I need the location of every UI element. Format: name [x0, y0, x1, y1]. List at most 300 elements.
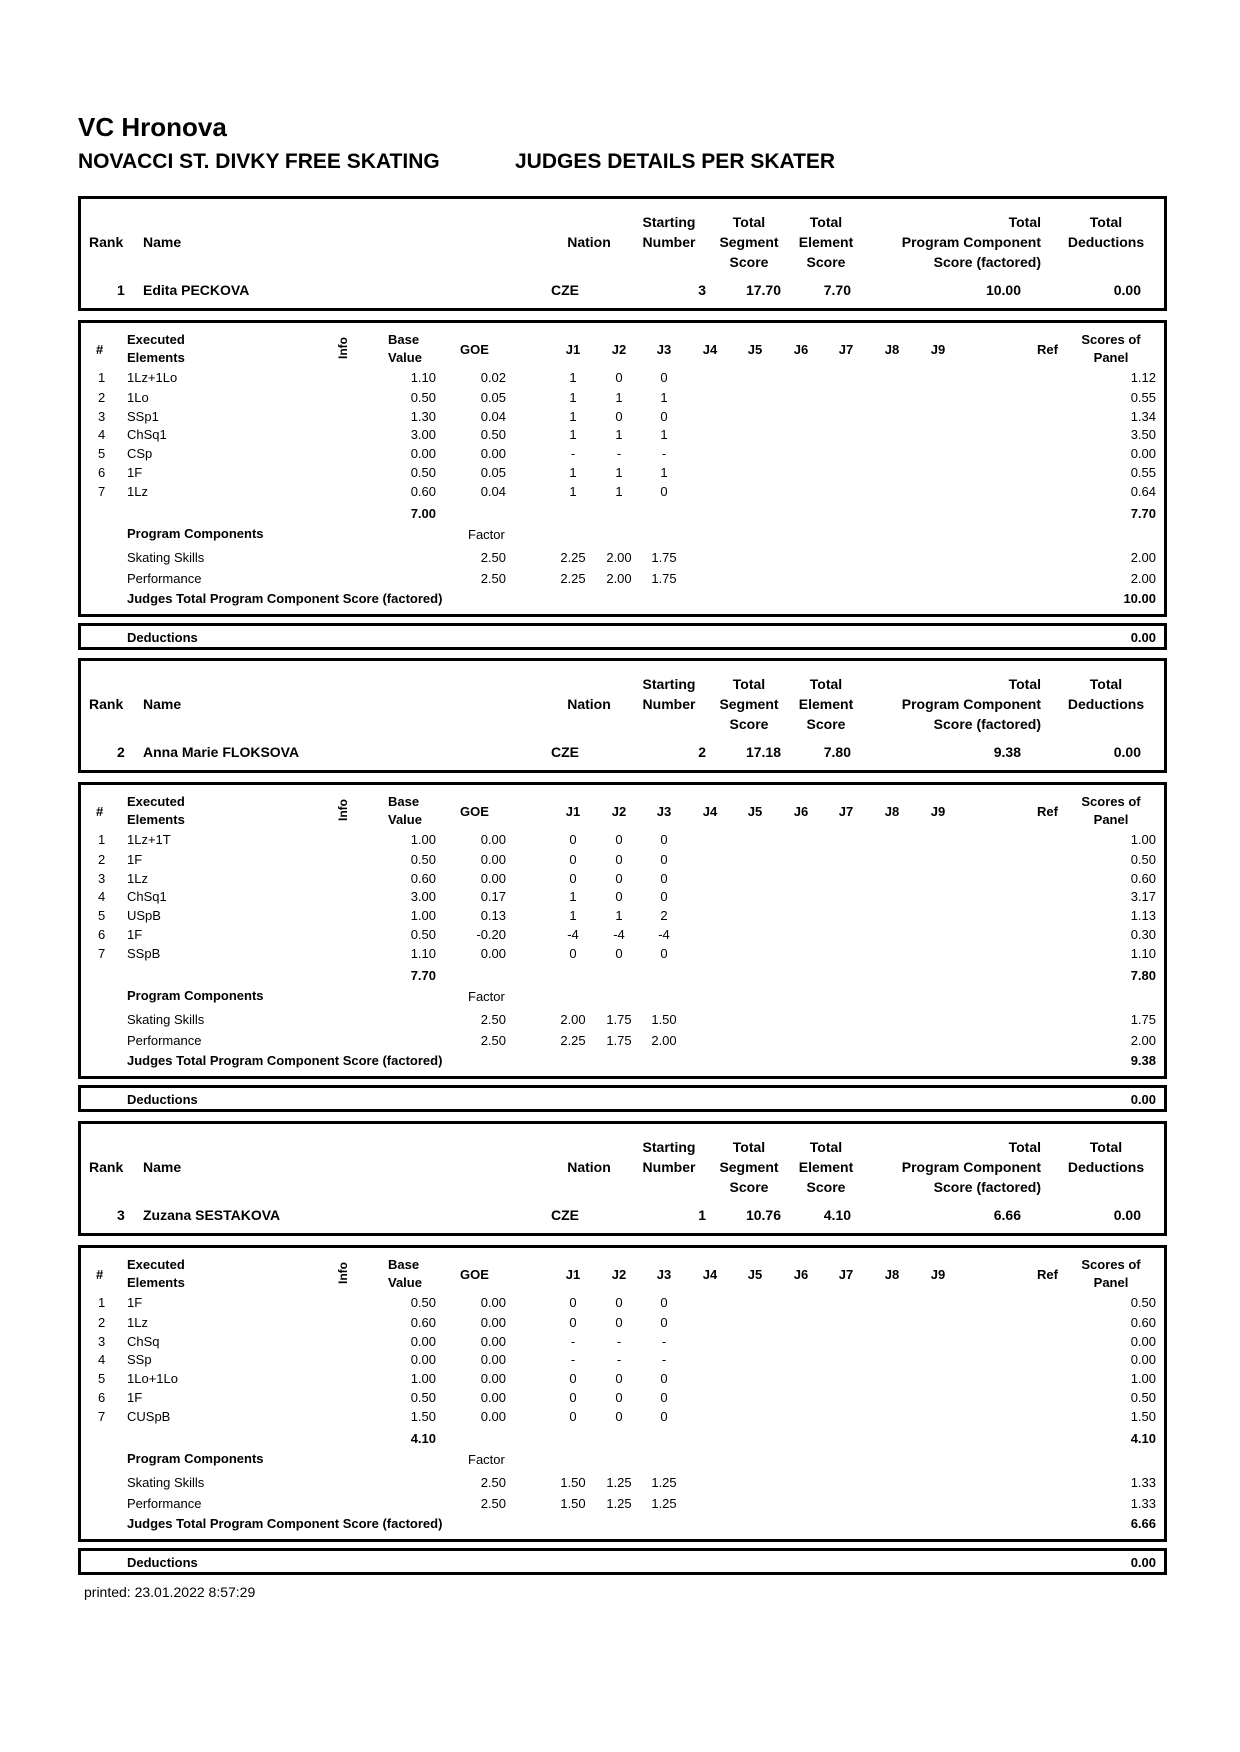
- elements-total: 4.10: [1130, 1431, 1156, 1446]
- element-code: 1F: [127, 852, 143, 867]
- header-total-deductions: Deductions: [1067, 696, 1145, 712]
- element-judge-score: 0: [660, 1409, 668, 1424]
- header-starting-number: Starting: [642, 676, 696, 692]
- header-nation: Nation: [567, 696, 611, 712]
- element-judge-score: 1: [569, 484, 577, 499]
- component-judge-score: 2.25: [560, 550, 586, 565]
- element-goe: 0.17: [480, 889, 506, 904]
- skater-total-deductions: 0.00: [1113, 282, 1141, 298]
- skater-nation: CZE: [551, 744, 579, 760]
- header-total-deductions: Deductions: [1067, 234, 1145, 250]
- header-info: Info: [336, 799, 350, 821]
- element-judge-score: -: [616, 1352, 622, 1367]
- header-total-program-component: Total: [1008, 1139, 1041, 1155]
- element-judge-score: -: [616, 446, 622, 461]
- skater-elements-box: [78, 320, 1167, 617]
- element-judge-score: 1: [660, 465, 668, 480]
- element-judge-score: 0: [660, 1315, 668, 1330]
- element-panel-score: 1.00: [1130, 1371, 1156, 1386]
- element-judge-score: -: [570, 1334, 576, 1349]
- header-panel: Panel: [1093, 350, 1129, 365]
- element-number: 3: [98, 871, 106, 886]
- element-judge-score: 0: [615, 370, 623, 385]
- element-goe: 0.00: [480, 1390, 506, 1405]
- element-judge-score: 1: [569, 390, 577, 405]
- skater-total-deductions: 0.00: [1113, 744, 1141, 760]
- header-executed: Executed: [127, 794, 185, 809]
- header-total-deductions: Deductions: [1067, 1159, 1145, 1175]
- skater-summary-box: [78, 196, 1167, 311]
- element-base-value: 1.50: [410, 1409, 436, 1424]
- element-code: 1Lz+1Lo: [127, 370, 178, 385]
- component-panel-score: 2.00: [1130, 1033, 1156, 1048]
- component-panel-score: 1.33: [1130, 1475, 1156, 1490]
- element-judge-score: -: [661, 446, 667, 461]
- element-goe: 0.00: [480, 446, 506, 461]
- header-total-element-score: Score: [806, 1179, 846, 1195]
- element-code: ChSq1: [127, 427, 167, 442]
- header-total-program-component: Score (factored): [933, 1179, 1041, 1195]
- header-ref: Ref: [1037, 804, 1058, 819]
- element-judge-score: 1: [569, 465, 577, 480]
- header-starting-number: Number: [642, 234, 696, 250]
- element-base-value: 3.00: [410, 889, 436, 904]
- skater-total-segment-score: 10.76: [745, 1207, 781, 1223]
- element-panel-score: 1.50: [1130, 1409, 1156, 1424]
- element-base-value: 1.30: [410, 409, 436, 424]
- element-judge-score: 1: [660, 390, 668, 405]
- header-total-program-component: Score (factored): [933, 716, 1041, 732]
- element-judge-score: 0: [660, 1371, 668, 1386]
- header-total-program-component: Program Component: [901, 696, 1041, 712]
- header-judge-9: J9: [930, 1267, 946, 1282]
- header-total-deductions: Total: [1089, 214, 1123, 230]
- header-judge-9: J9: [930, 804, 946, 819]
- element-panel-score: 0.60: [1130, 1315, 1156, 1330]
- element-judge-score: -: [616, 1334, 622, 1349]
- element-judge-score: 0: [569, 1390, 577, 1405]
- element-judge-score: 0: [660, 1390, 668, 1405]
- element-code: 1Lz: [127, 1315, 148, 1330]
- skater-deductions-box: [78, 1548, 1167, 1575]
- header-judge-1: J1: [565, 1267, 581, 1282]
- header-scores-of: Scores of: [1081, 794, 1141, 809]
- element-judge-score: 1: [569, 427, 577, 442]
- element-goe: -0.20: [476, 927, 506, 942]
- header-total-segment-score: Score: [729, 716, 769, 732]
- header-starting-number: Number: [642, 696, 696, 712]
- element-base-value: 0.60: [410, 871, 436, 886]
- element-goe: 0.00: [480, 1295, 506, 1310]
- element-base-value: 0.50: [410, 927, 436, 942]
- event-title: VC Hronova: [78, 112, 227, 142]
- component-panel-score: 1.33: [1130, 1496, 1156, 1511]
- element-judge-score: 0: [569, 1295, 577, 1310]
- header-judge-4: J4: [702, 804, 718, 819]
- skater-total-pcs: 9.38: [993, 744, 1021, 760]
- component-factor: 2.50: [480, 1033, 506, 1048]
- header-panel: Panel: [1093, 812, 1129, 827]
- component-judge-score: 1.50: [651, 1012, 677, 1027]
- element-judge-score: 1: [660, 427, 668, 442]
- element-base-value: 0.50: [410, 1390, 436, 1405]
- element-base-value: 0.50: [410, 1295, 436, 1310]
- header-total-element-score: Element: [798, 234, 854, 250]
- component-name: Skating Skills: [127, 1012, 205, 1027]
- program-components-label: Program Components: [127, 1451, 264, 1466]
- element-judge-score: 0: [660, 409, 668, 424]
- deductions-value: 0.00: [1130, 1555, 1156, 1570]
- header-executed: Executed: [127, 1257, 185, 1272]
- header-info: Info: [336, 1262, 350, 1284]
- header-elements: Elements: [127, 1275, 185, 1290]
- element-number: 3: [98, 409, 106, 424]
- element-number: 6: [98, 465, 106, 480]
- deductions-value: 0.00: [1130, 1092, 1156, 1107]
- element-number: 1: [98, 832, 106, 847]
- element-goe: 0.00: [480, 1371, 506, 1386]
- element-number: 5: [98, 1371, 106, 1386]
- header-starting-number: Starting: [642, 214, 696, 230]
- element-judge-score: 0: [569, 1409, 577, 1424]
- element-base-value: 0.60: [410, 1315, 436, 1330]
- component-judge-score: 2.00: [606, 550, 632, 565]
- header-judge-6: J6: [793, 804, 809, 819]
- header-judge-2: J2: [611, 342, 627, 357]
- header-judge-5: J5: [747, 342, 763, 357]
- skater-nation: CZE: [551, 282, 579, 298]
- judges-total-pcs-value: 10.00: [1123, 591, 1156, 606]
- element-number: 3: [98, 1334, 106, 1349]
- element-judge-score: 0: [615, 1409, 623, 1424]
- skater-starting-number: 2: [698, 744, 706, 760]
- element-base-value: 1.00: [410, 832, 436, 847]
- header-judge-2: J2: [611, 1267, 627, 1282]
- header-total-program-component: Total: [1008, 676, 1041, 692]
- header-elements: Elements: [127, 812, 185, 827]
- header-total-segment-score: Total: [732, 214, 766, 230]
- element-panel-score: 1.12: [1130, 370, 1156, 385]
- deductions-value: 0.00: [1130, 630, 1156, 645]
- header-judge-4: J4: [702, 342, 718, 357]
- header-rank: Rank: [89, 696, 124, 712]
- element-judge-score: 0: [660, 871, 668, 886]
- component-factor: 2.50: [480, 1475, 506, 1490]
- component-judge-score: 1.25: [606, 1475, 632, 1490]
- header-value: Value: [388, 1275, 422, 1290]
- element-number: 4: [98, 889, 106, 904]
- element-judge-score: 0: [615, 832, 623, 847]
- header-judge-7: J7: [838, 804, 854, 819]
- element-number: 4: [98, 1352, 106, 1367]
- element-judge-score: 1: [615, 465, 623, 480]
- element-number: 6: [98, 927, 106, 942]
- deductions-label: Deductions: [127, 1092, 198, 1107]
- element-goe: 0.04: [480, 484, 506, 499]
- element-code: 1Lz+1T: [127, 832, 171, 847]
- header-panel: Panel: [1093, 1275, 1129, 1290]
- element-code: 1Lz: [127, 484, 148, 499]
- component-panel-score: 2.00: [1130, 550, 1156, 565]
- header-judge-1: J1: [565, 342, 581, 357]
- skater-total-pcs: 10.00: [985, 282, 1021, 298]
- skater-name: Edita PECKOVA: [143, 282, 250, 298]
- component-name: Skating Skills: [127, 1475, 205, 1490]
- element-panel-score: 0.55: [1130, 465, 1156, 480]
- element-judge-score: -4: [567, 927, 579, 942]
- header-total-segment-score: Score: [729, 1179, 769, 1195]
- header-scores-of: Scores of: [1081, 332, 1141, 347]
- header-total-segment-score: Score: [729, 254, 769, 270]
- skater-total-element-score: 4.10: [823, 1207, 851, 1223]
- base-value-total: 7.00: [410, 506, 436, 521]
- component-factor: 2.50: [480, 1496, 506, 1511]
- element-base-value: 3.00: [410, 427, 436, 442]
- element-judge-score: 1: [569, 370, 577, 385]
- element-base-value: 1.00: [410, 1371, 436, 1386]
- header-scores-of: Scores of: [1081, 1257, 1141, 1272]
- element-base-value: 0.50: [410, 390, 436, 405]
- element-base-value: 0.00: [410, 1334, 436, 1349]
- element-goe: 0.04: [480, 409, 506, 424]
- header-nation: Nation: [567, 234, 611, 250]
- header-value: Value: [388, 350, 422, 365]
- element-judge-score: 0: [569, 1315, 577, 1330]
- element-goe: 0.00: [480, 871, 506, 886]
- element-panel-score: 0.50: [1130, 1390, 1156, 1405]
- header-starting-number: Starting: [642, 1139, 696, 1155]
- element-panel-score: 0.50: [1130, 852, 1156, 867]
- header-base: Base: [388, 1257, 420, 1272]
- header-judge-7: J7: [838, 1267, 854, 1282]
- element-judge-score: 0: [660, 852, 668, 867]
- header-number: #: [96, 342, 104, 357]
- component-panel-score: 1.75: [1130, 1012, 1156, 1027]
- element-code: 1F: [127, 927, 143, 942]
- header-judge-3: J3: [656, 1267, 672, 1282]
- element-number: 6: [98, 1390, 106, 1405]
- skater-total-deductions: 0.00: [1113, 1207, 1141, 1223]
- judges-total-pcs-value: 6.66: [1130, 1516, 1156, 1531]
- element-judge-score: 0: [660, 946, 668, 961]
- skater-deductions-box: [78, 623, 1167, 650]
- element-code: CUSpB: [127, 1409, 171, 1424]
- judges-total-pcs-label: Judges Total Program Component Score (factored): [127, 1516, 443, 1531]
- element-goe: 0.00: [480, 1315, 506, 1330]
- skater-summary-box: [78, 1121, 1167, 1236]
- element-judge-score: 0: [660, 484, 668, 499]
- header-name: Name: [143, 1159, 182, 1175]
- skater-total-element-score: 7.70: [823, 282, 851, 298]
- element-code: 1Lo+1Lo: [127, 1371, 178, 1386]
- header-total-segment-score: Segment: [719, 1159, 779, 1175]
- header-starting-number: Number: [642, 1159, 696, 1175]
- report-type-title: JUDGES DETAILS PER SKATER: [515, 150, 836, 173]
- skater-deductions-box: [78, 1085, 1167, 1112]
- header-judge-8: J8: [884, 804, 900, 819]
- element-code: ChSq: [127, 1334, 160, 1349]
- element-panel-score: 0.55: [1130, 390, 1156, 405]
- element-code: 1F: [127, 465, 143, 480]
- element-goe: 0.00: [480, 832, 506, 847]
- header-ref: Ref: [1037, 342, 1058, 357]
- element-base-value: 0.00: [410, 446, 436, 461]
- component-judge-score: 2.00: [560, 1012, 586, 1027]
- component-judge-score: 1.75: [651, 571, 677, 586]
- element-panel-score: 0.00: [1130, 1334, 1156, 1349]
- header-judge-7: J7: [838, 342, 854, 357]
- header-name: Name: [143, 234, 182, 250]
- base-value-total: 7.70: [410, 968, 436, 983]
- element-judge-score: 0: [615, 1390, 623, 1405]
- element-panel-score: 0.64: [1130, 484, 1156, 499]
- element-number: 1: [98, 1295, 106, 1310]
- element-panel-score: 3.50: [1130, 427, 1156, 442]
- element-judge-score: 0: [615, 889, 623, 904]
- component-judge-score: 1.75: [606, 1012, 632, 1027]
- element-judge-score: 0: [569, 832, 577, 847]
- element-code: USpB: [127, 908, 161, 923]
- element-panel-score: 1.34: [1130, 409, 1156, 424]
- component-judge-score: 1.75: [651, 550, 677, 565]
- skater-elements-box: [78, 1245, 1167, 1542]
- judges-total-pcs-value: 9.38: [1130, 1053, 1156, 1068]
- header-rank: Rank: [89, 1159, 124, 1175]
- element-judge-score: 0: [615, 1371, 623, 1386]
- header-total-segment-score: Segment: [719, 234, 779, 250]
- element-judge-score: 1: [615, 908, 623, 923]
- header-judge-4: J4: [702, 1267, 718, 1282]
- element-judge-score: 0: [615, 852, 623, 867]
- element-judge-score: 1: [615, 427, 623, 442]
- component-judge-score: 2.25: [560, 1033, 586, 1048]
- header-total-segment-score: Total: [732, 1139, 766, 1155]
- header-judge-8: J8: [884, 1267, 900, 1282]
- component-judge-score: 2.25: [560, 571, 586, 586]
- component-judge-score: 1.75: [606, 1033, 632, 1048]
- component-name: Performance: [127, 1496, 202, 1511]
- element-judge-score: -: [661, 1334, 667, 1349]
- skater-rank: 2: [117, 744, 125, 760]
- header-executed: Executed: [127, 332, 185, 347]
- header-judge-1: J1: [565, 804, 581, 819]
- header-rank: Rank: [89, 234, 124, 250]
- element-number: 4: [98, 427, 106, 442]
- header-total-element-score: Score: [806, 254, 846, 270]
- skater-rank: 3: [117, 1207, 125, 1223]
- deductions-label: Deductions: [127, 1555, 198, 1570]
- skater-nation: CZE: [551, 1207, 579, 1223]
- element-code: 1F: [127, 1295, 143, 1310]
- header-name: Name: [143, 696, 182, 712]
- element-panel-score: 0.60: [1130, 871, 1156, 886]
- header-judge-3: J3: [656, 342, 672, 357]
- element-judge-score: 0: [615, 871, 623, 886]
- element-number: 5: [98, 446, 106, 461]
- element-panel-score: 0.00: [1130, 446, 1156, 461]
- element-number: 1: [98, 370, 106, 385]
- judges-total-pcs-label: Judges Total Program Component Score (factored): [127, 591, 443, 606]
- header-total-element-score: Total: [809, 676, 843, 692]
- header-number: #: [96, 804, 104, 819]
- skater-summary-box: [78, 658, 1167, 773]
- element-judge-score: 0: [615, 946, 623, 961]
- header-judge-8: J8: [884, 342, 900, 357]
- element-judge-score: 0: [569, 946, 577, 961]
- element-panel-score: 1.13: [1130, 908, 1156, 923]
- program-components-label: Program Components: [127, 988, 264, 1003]
- header-judge-3: J3: [656, 804, 672, 819]
- header-judge-9: J9: [930, 342, 946, 357]
- component-factor: 2.50: [480, 550, 506, 565]
- header-total-program-component: Program Component: [901, 1159, 1041, 1175]
- header-total-deductions: Total: [1089, 1139, 1123, 1155]
- header-total-segment-score: Segment: [719, 696, 779, 712]
- skater-rank: 1: [117, 282, 125, 298]
- element-base-value: 1.10: [410, 370, 436, 385]
- header-elements: Elements: [127, 350, 185, 365]
- element-number: 2: [98, 390, 106, 405]
- element-code: CSp: [127, 446, 153, 461]
- element-judge-score: -: [570, 1352, 576, 1367]
- element-judge-score: 0: [615, 409, 623, 424]
- header-ref: Ref: [1037, 1267, 1058, 1282]
- header-total-element-score: Total: [809, 1139, 843, 1155]
- header-number: #: [96, 1267, 104, 1282]
- element-goe: 0.05: [480, 465, 506, 480]
- factor-label: Factor: [468, 1452, 505, 1467]
- component-judge-score: 1.25: [651, 1475, 677, 1490]
- element-judge-score: 0: [569, 871, 577, 886]
- factor-label: Factor: [468, 527, 505, 542]
- skater-name: Anna Marie FLOKSOVA: [143, 744, 300, 760]
- component-name: Performance: [127, 1033, 202, 1048]
- header-total-segment-score: Total: [732, 676, 766, 692]
- elements-total: 7.80: [1130, 968, 1156, 983]
- judges-total-pcs-label: Judges Total Program Component Score (factored): [127, 1053, 443, 1068]
- program-components-label: Program Components: [127, 526, 264, 541]
- element-code: SSp: [127, 1352, 152, 1367]
- element-goe: 0.05: [480, 390, 506, 405]
- factor-label: Factor: [468, 989, 505, 1004]
- element-code: ChSq1: [127, 889, 167, 904]
- element-judge-score: -: [661, 1352, 667, 1367]
- component-judge-score: 1.50: [560, 1475, 586, 1490]
- element-judge-score: 0: [660, 832, 668, 847]
- element-base-value: 0.50: [410, 852, 436, 867]
- element-panel-score: 3.17: [1130, 889, 1156, 904]
- skater-total-segment-score: 17.18: [745, 744, 781, 760]
- element-goe: 0.50: [480, 427, 506, 442]
- element-judge-score: -: [570, 446, 576, 461]
- element-base-value: 1.00: [410, 908, 436, 923]
- skater-total-segment-score: 17.70: [745, 282, 781, 298]
- element-goe: 0.00: [480, 1352, 506, 1367]
- header-total-program-component: Total: [1008, 214, 1041, 230]
- element-base-value: 0.00: [410, 1352, 436, 1367]
- element-number: 7: [98, 946, 106, 961]
- component-judge-score: 2.00: [606, 571, 632, 586]
- element-number: 2: [98, 1315, 106, 1330]
- skater-starting-number: 3: [698, 282, 706, 298]
- component-judge-score: 1.25: [651, 1496, 677, 1511]
- element-judge-score: 0: [615, 1295, 623, 1310]
- element-judge-score: 0: [660, 1295, 668, 1310]
- component-judge-score: 1.25: [606, 1496, 632, 1511]
- element-base-value: 1.10: [410, 946, 436, 961]
- component-name: Performance: [127, 571, 202, 586]
- element-number: 5: [98, 908, 106, 923]
